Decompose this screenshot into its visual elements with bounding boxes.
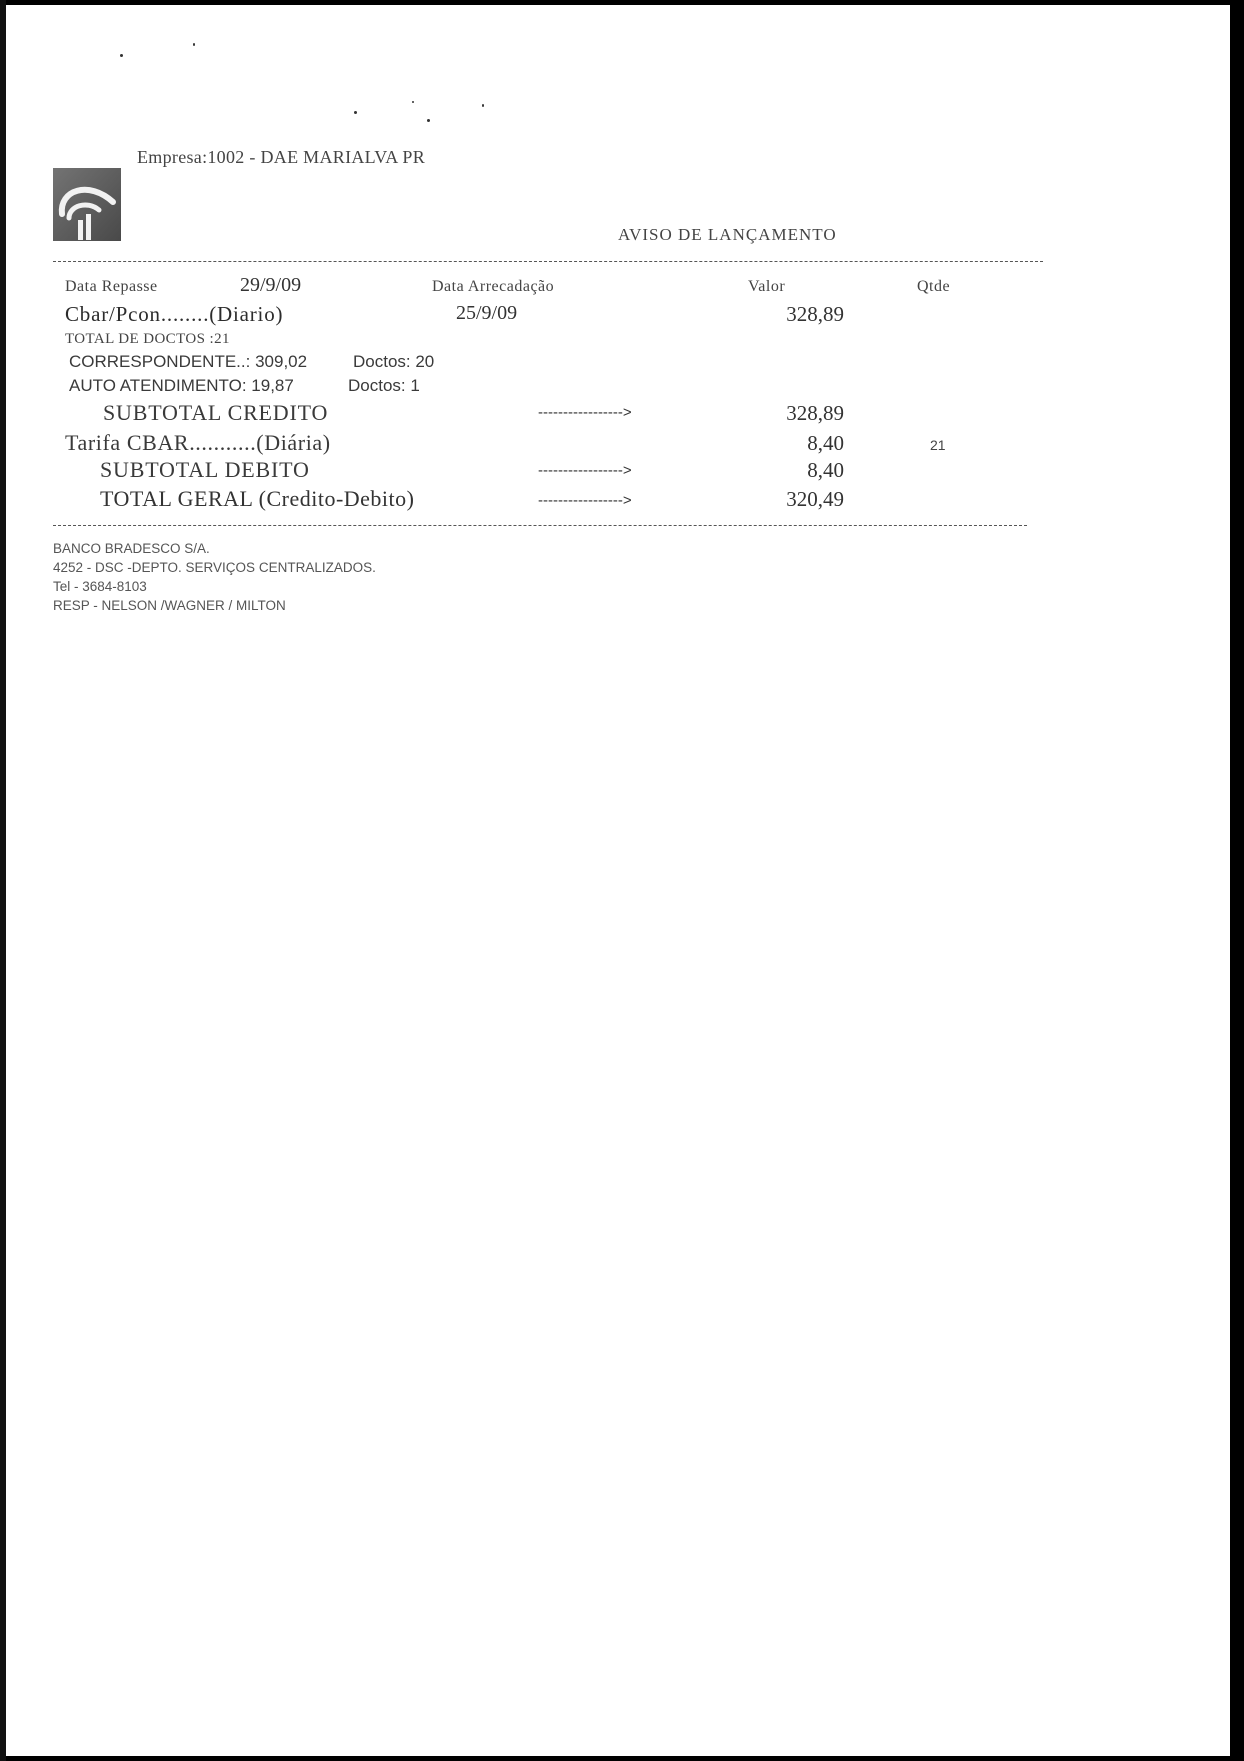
tarifa-label: Tarifa CBAR...........(Diária) [65, 430, 331, 455]
header-divider [53, 261, 1043, 262]
bank-logo-icon [53, 168, 121, 241]
data-repasse-label: Data Repasse [65, 278, 158, 295]
qtde-label: Qtde [917, 278, 951, 295]
total-geral-arrow: -----------------> [538, 492, 632, 509]
auto-atendimento-label: AUTO ATENDIMENTO: 19,87 [69, 376, 294, 395]
subtotal-credito-value: 328,89 [786, 401, 844, 425]
scan-speck [193, 43, 195, 46]
cbar-date: 25/9/09 [456, 302, 518, 324]
total-geral-value: 320,49 [786, 487, 844, 511]
company-name: Empresa:1002 - DAE MARIALVA PR [137, 147, 426, 167]
cbar-value: 328,89 [786, 302, 844, 326]
subtotal-credito-arrow: -----------------> [538, 404, 632, 421]
scan-speck [354, 111, 357, 114]
scan-speck [482, 104, 484, 107]
subtotal-debito-arrow: -----------------> [538, 462, 632, 479]
document-title: AVISO DE LANÇAMENTO [618, 225, 837, 244]
subtotal-debito-label: SUBTOTAL DEBITO [100, 457, 310, 482]
total-doctos: TOTAL DE DOCTOS :21 [65, 331, 230, 347]
footer-phone: Tel - 3684-8103 [53, 579, 147, 594]
footer-bank-name: BANCO BRADESCO S/A. [53, 541, 210, 556]
correspondente-label: CORRESPONDENTE..: 309,02 [69, 352, 308, 371]
subtotal-debito-value: 8,40 [807, 458, 844, 482]
tarifa-qtde: 21 [930, 437, 946, 453]
correspondente-doctos: Doctos: 20 [353, 352, 435, 371]
scan-border-bottom [0, 1756, 1244, 1761]
data-repasse-value: 29/9/09 [240, 274, 302, 296]
scan-border-right [1230, 0, 1244, 1761]
total-geral-label: TOTAL GERAL (Credito-Debito) [100, 486, 415, 511]
scan-border-top [0, 0, 1244, 5]
cbar-label: Cbar/Pcon........(Diario) [65, 302, 284, 326]
subtotal-credito-label: SUBTOTAL CREDITO [103, 400, 329, 425]
tarifa-value: 8,40 [807, 431, 844, 455]
footer-divider [53, 525, 1027, 526]
data-arrecadacao-label: Data Arrecadação [432, 278, 555, 295]
scan-speck [427, 119, 430, 122]
scan-border-left [0, 0, 6, 1761]
valor-label: Valor [748, 278, 786, 295]
auto-atendimento-doctos: Doctos: 1 [348, 376, 420, 395]
footer-responsible: RESP - NELSON /WAGNER / MILTON [53, 598, 286, 613]
scan-speck [120, 54, 123, 57]
scan-speck [412, 101, 414, 103]
footer-department: 4252 - DSC -DEPTO. SERVIÇOS CENTRALIZADOS. [53, 560, 376, 575]
